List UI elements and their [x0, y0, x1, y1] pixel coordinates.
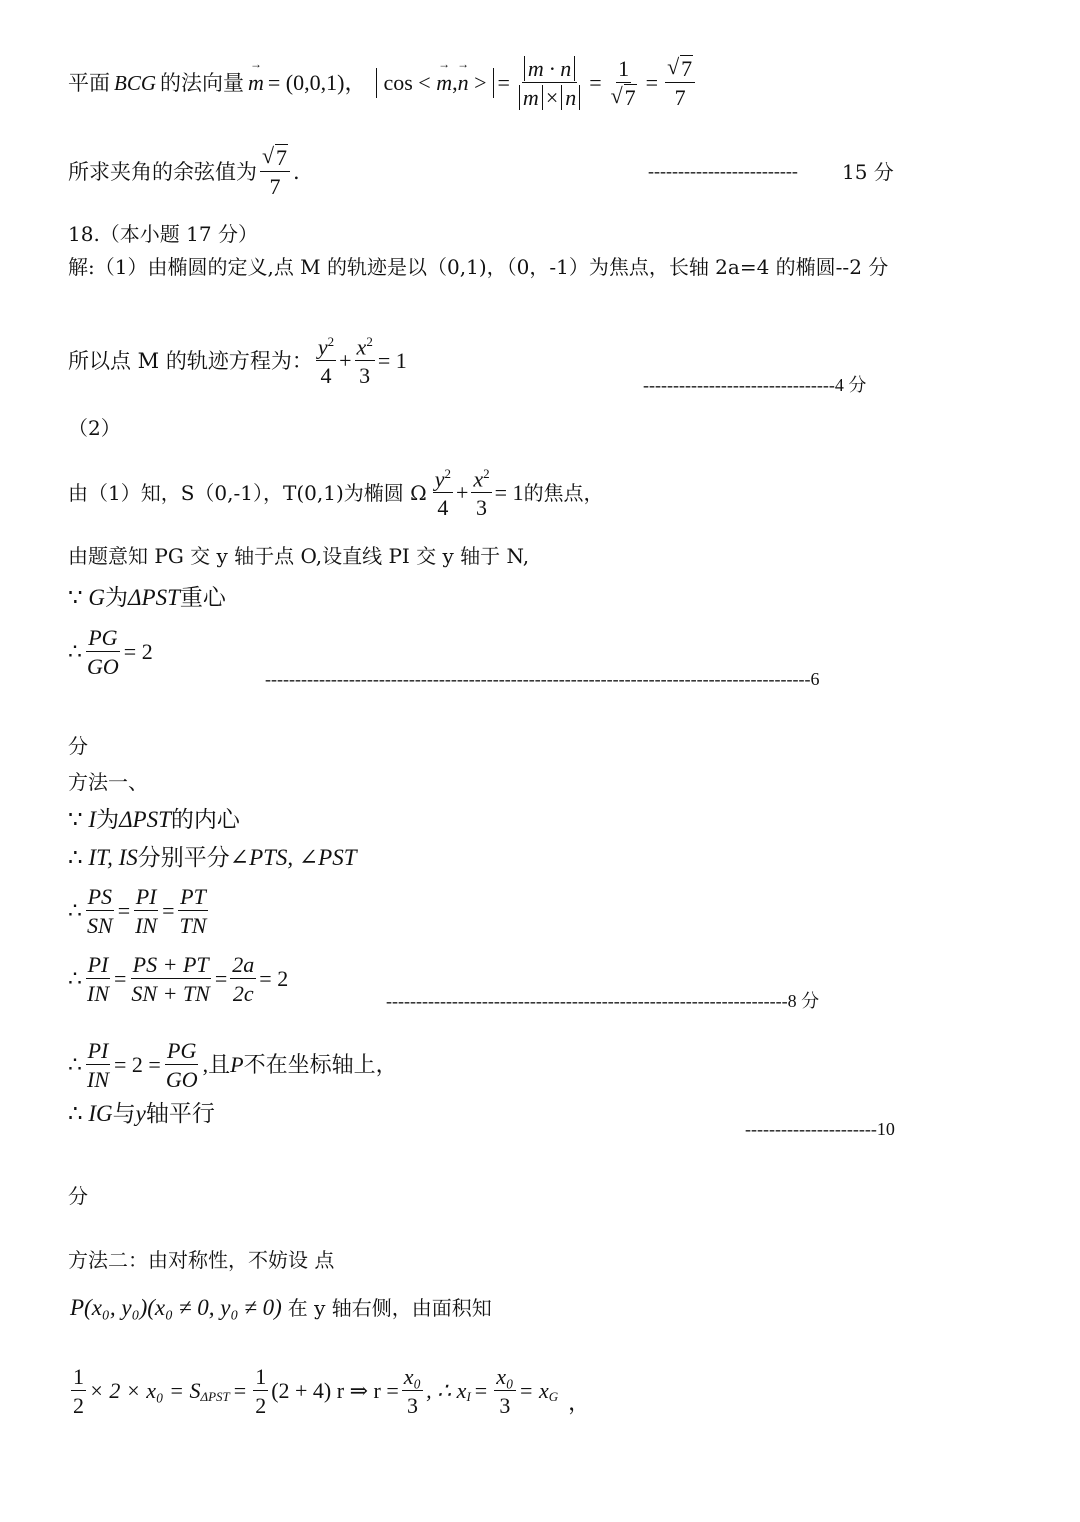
cos-label: cos <: [383, 70, 437, 95]
text: 平面: [68, 70, 110, 95]
den: 3: [476, 495, 487, 521]
close: >: [468, 70, 487, 95]
method-2-title: 方法二：由对称性，不妨设 点: [68, 1248, 335, 1272]
num: PG: [86, 626, 119, 652]
PI-over-IN: [85, 1039, 111, 1091]
text: 与: [112, 1101, 136, 1126]
centroid-line: [68, 586, 226, 609]
text: 由（1）知，S（0,-1），T(0,1)为椭圆 Ω: [68, 481, 427, 505]
therefore-symbol: ∴: [68, 845, 83, 870]
den: 4: [320, 363, 332, 389]
because-symbol: ∵: [68, 585, 83, 610]
angles: ∠PTS, ∠PST: [229, 845, 357, 870]
P: P: [230, 1052, 244, 1077]
PG-over-GO: [164, 1039, 200, 1091]
one-half: [253, 1365, 268, 1417]
equals-one: = 1: [494, 480, 524, 505]
therefore-xI: , ∴ x: [426, 1378, 467, 1403]
method-1-title: 方法一、: [68, 770, 148, 794]
eq: =: [589, 70, 602, 95]
text: 的焦点，: [523, 481, 604, 505]
focus-line: [68, 462, 604, 524]
den: 2c: [232, 981, 254, 1006]
PI-over-IN: [85, 953, 111, 1005]
point-expression: P(x₀, y₀)(x₀ ≠ 0, y₀ ≠ 0): [70, 1295, 282, 1320]
fen: 分: [68, 734, 88, 758]
score-15: 15 分: [842, 160, 894, 184]
cosine-result-line: [68, 142, 300, 202]
solution-part1: 解:（1）由椭圆的定义,点 M 的轨迹是以（0,1)，（0，-1）为焦点，长轴 2a=4 的椭圆--2 分: [68, 255, 889, 279]
x0-over-3: [402, 1365, 423, 1417]
PI-over-IN: [133, 885, 159, 937]
text: 在 y 轴右侧，由面积知: [287, 1295, 492, 1320]
x2-over-3: $\frac{x^2}{3}$: [356, 333, 373, 389]
text: 为: [105, 585, 129, 610]
comma: ，: [568, 1390, 591, 1415]
den: SN + TN: [131, 981, 210, 1006]
y2-over-4: $\frac{y^2}{4}$: [434, 465, 451, 521]
sqrt7-over-7: [665, 57, 695, 109]
parallel-line: [68, 1102, 215, 1125]
cos-abs: [376, 68, 493, 98]
den: 2: [255, 1393, 267, 1418]
den: 3: [499, 1393, 511, 1418]
text: 分别平分: [137, 845, 230, 870]
den: 3: [359, 363, 371, 389]
eq: =: [474, 1378, 488, 1403]
area-expr: × 2 × x₀ = S: [89, 1378, 201, 1403]
sub: I: [466, 1388, 471, 1404]
eq: =: [645, 70, 659, 95]
num: PI: [86, 953, 111, 979]
x0-over-3: [494, 1365, 515, 1417]
eq: =: [233, 1378, 247, 1403]
eq: =: [214, 966, 228, 991]
num: 1: [71, 1365, 86, 1391]
plus: +: [339, 348, 352, 373]
equals-two: = 2: [123, 639, 153, 664]
num: x₀: [402, 1365, 423, 1391]
r-expr: (2 + 4) r ⇒ r =: [271, 1378, 399, 1403]
num: PS: [86, 885, 114, 911]
one-half: [71, 1365, 86, 1417]
intersect-line: 由题意知 PG 交 y 轴于点 O,设直线 PI 交 y 轴于 N,: [68, 544, 530, 568]
equals-one: = 1: [377, 348, 407, 373]
proportion-line: [68, 880, 211, 942]
ellipse-equation-line: [68, 330, 407, 392]
times: ×: [545, 85, 559, 110]
num: PG: [165, 1039, 198, 1065]
sum-ratio-line: [68, 948, 288, 1010]
therefore-symbol: ∴: [68, 1052, 82, 1077]
rad: 7: [624, 85, 636, 110]
triangle: ΔPST: [128, 585, 180, 610]
rad: 7: [276, 144, 287, 170]
n: n →: [458, 72, 469, 94]
one-over-sqrt7: [609, 57, 639, 109]
point-line: [70, 1296, 492, 1319]
text: 轴平行: [145, 1101, 215, 1126]
comma: ,: [452, 70, 458, 95]
eq: =: [117, 898, 131, 923]
plane-name: BCG: [114, 70, 156, 95]
text: 重心: [179, 585, 226, 610]
therefore-symbol: ∴: [68, 639, 82, 664]
xG: = x: [518, 1378, 549, 1403]
x2-over-3: $\frac{x^2}{3}$: [473, 465, 490, 521]
num: PS + PT: [131, 953, 211, 979]
score-10: ----------------------10: [745, 1119, 895, 1139]
sub: G: [548, 1388, 559, 1404]
equals-two: = 2 =: [114, 1052, 161, 1077]
PT-over-TN: [178, 885, 209, 937]
x: x: [473, 466, 484, 492]
num: PT: [178, 885, 208, 911]
part-2-label: （2）: [68, 416, 121, 440]
text: 不在坐标轴上，: [243, 1052, 398, 1077]
num: x₀: [494, 1365, 515, 1391]
2a-over-2c: [230, 953, 256, 1005]
m: m →: [436, 72, 452, 94]
bisect-line: [68, 846, 357, 869]
den: IN: [135, 913, 158, 938]
equal-ratio-line: [68, 1034, 398, 1096]
rad: 7: [681, 55, 693, 81]
PG-over-GO: [85, 626, 121, 678]
den: 4: [437, 495, 449, 521]
therefore-symbol: ∴: [68, 898, 82, 923]
text: 的内心: [170, 807, 240, 832]
text: 所以点 M 的轨迹方程为：: [68, 348, 313, 373]
sqrt7-over-7: [260, 146, 290, 198]
num: 2a: [230, 953, 256, 979]
score-dashes: -------------------------: [648, 161, 798, 181]
sum-fraction: [129, 953, 211, 1005]
incenter-line: [68, 808, 240, 831]
den: GO: [87, 654, 119, 679]
norm-m: m: [519, 85, 543, 110]
den: 3: [406, 1393, 418, 1418]
y: y: [135, 1101, 146, 1126]
score-6: -------------------------------------------------------------------------------------------6: [265, 669, 820, 689]
cos-fraction: [517, 57, 582, 109]
sub: ΔPST: [200, 1388, 230, 1404]
eq: =: [114, 966, 127, 991]
y2-over-4: $\frac{y^2}{4}$: [317, 333, 335, 389]
den: 2: [73, 1393, 84, 1418]
question-18-title: 18.（本小题 17 分）: [68, 222, 258, 246]
fen: 分: [68, 1184, 88, 1208]
text: 的法向量: [160, 70, 244, 95]
equals-two: = 2: [259, 966, 289, 991]
normal-vector-line: [68, 48, 698, 118]
norm-n: n: [561, 85, 580, 110]
den: GO: [165, 1067, 198, 1092]
vector-m: m →: [248, 72, 264, 94]
ratio-line: [68, 622, 153, 682]
area-line: [68, 1360, 590, 1422]
text: 为: [96, 807, 120, 832]
plus: +: [455, 480, 469, 505]
G: G: [88, 585, 106, 610]
score-8: -------------------------------------------------------------------8 分: [386, 991, 820, 1011]
because-symbol: ∵: [68, 807, 83, 832]
num: PI: [134, 885, 159, 911]
den: IN: [87, 1067, 109, 1092]
segments: IT, IS: [88, 845, 138, 870]
text: 所求夹角的余弦值为: [68, 159, 257, 184]
period: .: [293, 159, 300, 184]
num: 1: [616, 57, 631, 83]
I: I: [88, 807, 97, 832]
eq: =: [497, 70, 510, 95]
dot-product: m · n: [524, 56, 575, 81]
den: IN: [87, 981, 109, 1006]
x: x: [356, 334, 367, 360]
y: y: [434, 466, 445, 492]
y: y: [317, 334, 328, 360]
therefore-symbol: ∴: [68, 1101, 83, 1126]
num: 1: [253, 1365, 268, 1391]
score-4: --------------------------------4 分: [643, 375, 867, 395]
eq: =: [162, 898, 175, 923]
num: PI: [86, 1039, 111, 1065]
den: SN: [87, 913, 113, 938]
text: ,且: [202, 1052, 231, 1077]
den: 7: [269, 174, 281, 199]
den: TN: [179, 913, 207, 938]
triangle: ΔPST: [119, 807, 171, 832]
den: 7: [674, 85, 686, 110]
PS-over-SN: [85, 885, 115, 937]
IG: IG: [88, 1101, 113, 1126]
therefore-symbol: ∴: [68, 966, 82, 991]
vector-value: = (0,0,1)，: [267, 70, 367, 95]
